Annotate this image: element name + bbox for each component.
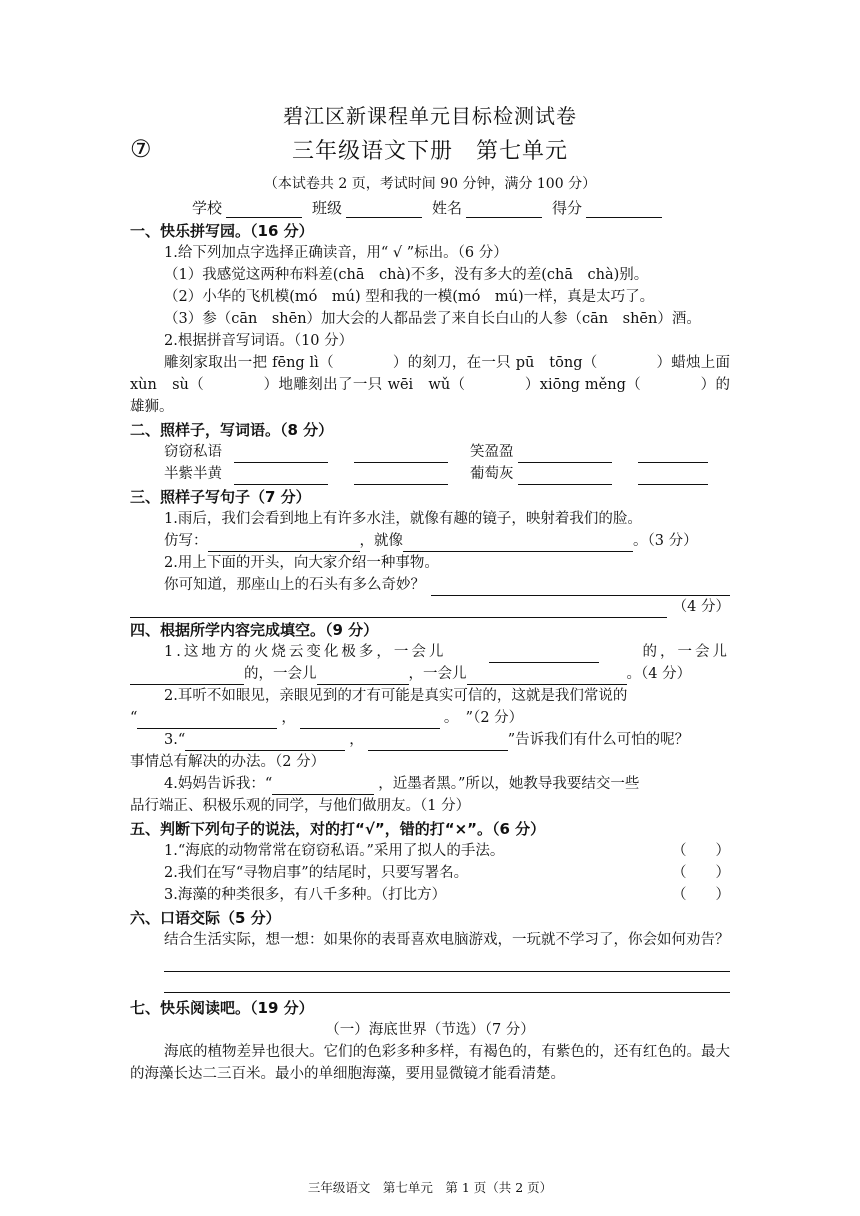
s4-q3-row: [130, 729, 730, 751]
s4-q1-blank-3[interactable]: [317, 669, 409, 685]
s5-item-3-answer[interactable]: （ ）: [672, 887, 730, 903]
field-name-label: 姓名: [432, 199, 463, 217]
s5-item-1-answer[interactable]: （ ）: [672, 843, 730, 859]
s3-q2-answer-row: [130, 574, 730, 596]
s2-blank-4[interactable]: [638, 447, 708, 463]
s4-q2-comma: ，: [281, 710, 296, 726]
s3-q1-blank-1[interactable]: [208, 536, 360, 552]
s3-q1-blank-2[interactable]: [403, 536, 633, 552]
s3-q2-score: （4 分）: [672, 599, 730, 615]
s4-q2-open: “: [130, 710, 138, 726]
s2-blank-6[interactable]: [354, 469, 448, 485]
subtitle-row: [130, 135, 730, 169]
field-score-blank[interactable]: [586, 197, 662, 218]
s5-item-1: [130, 840, 730, 862]
field-name-blank[interactable]: [466, 197, 542, 218]
s6-answer-line-2[interactable]: [164, 972, 730, 993]
s1-q1: 1.给下列加点字选择正确读音，用“ √ ”标出。（6 分）: [164, 245, 508, 261]
s2-blank-2[interactable]: [354, 447, 448, 463]
s5-item-1-text: 1.“海底的动物常常在窃窃私语。”采用了拟人的手法。: [164, 843, 505, 859]
s4-q1-d: ，一会儿: [408, 666, 467, 682]
s3-q1-answer-row: [130, 530, 730, 552]
s3-q2-blank-2[interactable]: [130, 602, 667, 618]
section-1-title: 一、快乐拼写园。（16 分）: [130, 222, 314, 240]
s2-blank-1[interactable]: [234, 447, 328, 463]
s2-row-1: [130, 441, 730, 463]
s3-q2-second-line: [130, 596, 730, 618]
s2-example-3: 半紫半黄: [164, 466, 222, 482]
s2-blank-3[interactable]: [518, 447, 612, 463]
field-class-blank[interactable]: [346, 197, 422, 218]
exam-subtitle: 三年级语文下册 第七单元: [291, 139, 568, 164]
s4-q1-blank-2[interactable]: [130, 669, 244, 685]
s4-q2-answer-row: [130, 707, 730, 729]
s1-q2-text: 雕刻家取出一把 fēng lì（ ）的刻刀，在一只 pū tōng（ ）蜡烛上面 xùn sù（ ）地雕刻出了一只 wēi wǔ（ ）xiōng měng（ ）的雄狮。: [130, 355, 730, 415]
s7-subtitle: （一）海底世界（节选）（7 分）: [325, 1022, 535, 1038]
s1-q1-1: （1）我感觉这两种布料差(chā chà)不多，没有多大的差(chā chà)别。: [164, 267, 649, 283]
exam-note: （本试卷共 2 页，考试时间 90 分钟，满分 100 分）: [263, 176, 597, 192]
s6-text: 结合生活实际，想一想：如果你的表哥喜欢电脑游戏，一玩就不学习了，你会如何劝告？: [164, 932, 730, 948]
s1-q2: 2.根据拼音写词语。（10 分）: [164, 333, 354, 349]
s4-q3-end: ”告诉我们有什么可怕的呢？: [507, 732, 690, 748]
unit-number: ⑦: [130, 135, 152, 163]
s4-q1-blank-1[interactable]: [489, 647, 599, 663]
s4-q2-end: 。 ”（2 分）: [443, 710, 524, 726]
s2-blank-8[interactable]: [638, 469, 708, 485]
s4-q1-line2: [130, 663, 730, 685]
s3-q2-blank-1[interactable]: [431, 580, 730, 596]
s4-q2: 2.耳听不如眼见，亲眼见到的才有可能是真实可信的，这就是我们常说的: [164, 688, 628, 704]
s4-q3-blank-1[interactable]: [185, 735, 345, 751]
s7-text: 海底的植物差异也很大。它们的色彩多种多样，有褐色的，有紫色的，还有红色的。最大的海藻长达二三百米。最小的单细胞海藻，要用显微镜才能看清楚。: [130, 1044, 730, 1082]
section-6-title: 六、口语交际（5 分）: [130, 909, 281, 927]
s4-q4-end: ，近墨者黑。”所以，她教导我要结交一些: [378, 776, 640, 792]
exam-page: [130, 100, 730, 1085]
s5-item-3: [130, 884, 730, 906]
student-info-row: [130, 197, 730, 218]
s4-q1-b: 的，一会儿: [642, 644, 730, 660]
s3-q1-mid: ，就像: [359, 533, 403, 549]
s6-answer-line-1[interactable]: [164, 951, 730, 972]
s3-q2: 2.用上下面的开头，向大家介绍一种事物。: [164, 555, 439, 571]
exam-title: 碧江区新课程单元目标检测试卷: [283, 104, 577, 128]
s3-q1: 1.雨后，我们会看到地上有许多水洼，就像有趣的镜子，映射着我们的脸。: [164, 511, 642, 527]
section-4-title: 四、根据所学内容完成填空。（9 分）: [130, 621, 379, 639]
s4-q1-a: 1.这地方的火烧云变化极多，一会儿: [164, 644, 447, 660]
s4-q3-open: 3.“: [164, 732, 186, 748]
s5-item-3-text: 3.海藻的种类很多，有八千多种。（打比方）: [164, 887, 447, 903]
field-class-label: 班级: [311, 199, 342, 217]
s4-q4-row: [130, 773, 730, 795]
s4-q1-e: 。（4 分）: [626, 666, 692, 682]
s4-q2-blank-2[interactable]: [300, 713, 440, 729]
section-7-title: 七、快乐阅读吧。（19 分）: [130, 999, 314, 1017]
s4-q3-cont: 事情总有解决的办法。（2 分）: [130, 754, 326, 770]
field-school-blank[interactable]: [226, 197, 302, 218]
s1-q1-2: （2）小华的飞机模(mó mú) 型和我的一模(mó mú)一样，真是太巧了。: [164, 289, 655, 305]
section-2-title: 二、照样子，写词语。（8 分）: [130, 421, 334, 439]
s3-q1-label: 仿写：: [164, 533, 208, 549]
s2-blank-5[interactable]: [234, 469, 328, 485]
s3-q2-lead: 你可知道，那座山上的石头有多么奇妙？: [164, 577, 425, 593]
section-5-title: 五、判断下列句子的说法，对的打“√”，错的打“×”。（6 分）: [130, 820, 546, 838]
s3-q1-end: 。（3 分）: [633, 533, 698, 549]
field-school-label: 学校: [191, 199, 222, 217]
s5-item-2-text: 2.我们在写“寻物启事”的结尾时，只要写署名。: [164, 865, 469, 881]
s4-q3-comma: ，: [349, 732, 364, 748]
section-3-title: 三、照样子写句子（7 分）: [130, 488, 311, 506]
s4-q2-blank-1[interactable]: [137, 713, 277, 729]
s4-q1-blank-4[interactable]: [467, 669, 627, 685]
s4-q4-blank[interactable]: [272, 779, 374, 795]
s4-q4-open: 4.妈妈告诉我：“: [164, 776, 273, 792]
s4-q1-line1: [130, 641, 730, 663]
s4-q3-blank-2[interactable]: [368, 735, 508, 751]
s2-example-2: 笑盈盈: [470, 444, 514, 460]
s4-q4-cont: 品行端正、积极乐观的同学，与他们做朋友。（1 分）: [130, 798, 471, 814]
page-footer: 三年级语文 第七单元 第 1 页（共 2 页）: [307, 1180, 553, 1195]
s2-example-4: 葡萄灰: [470, 466, 514, 482]
s2-blank-7[interactable]: [518, 469, 612, 485]
s2-row-2: [130, 463, 730, 485]
s5-item-2-answer[interactable]: （ ）: [672, 865, 730, 881]
s2-example-1: 窃窃私语: [164, 444, 222, 460]
s1-q1-3: （3）参（cān shēn）加大会的人都品尝了来自长白山的人参（cān shēn）酒。: [164, 311, 701, 327]
s5-item-2: [130, 862, 730, 884]
field-score-label: 得分: [552, 199, 583, 217]
s4-q1-c: 的，一会儿: [244, 666, 317, 682]
